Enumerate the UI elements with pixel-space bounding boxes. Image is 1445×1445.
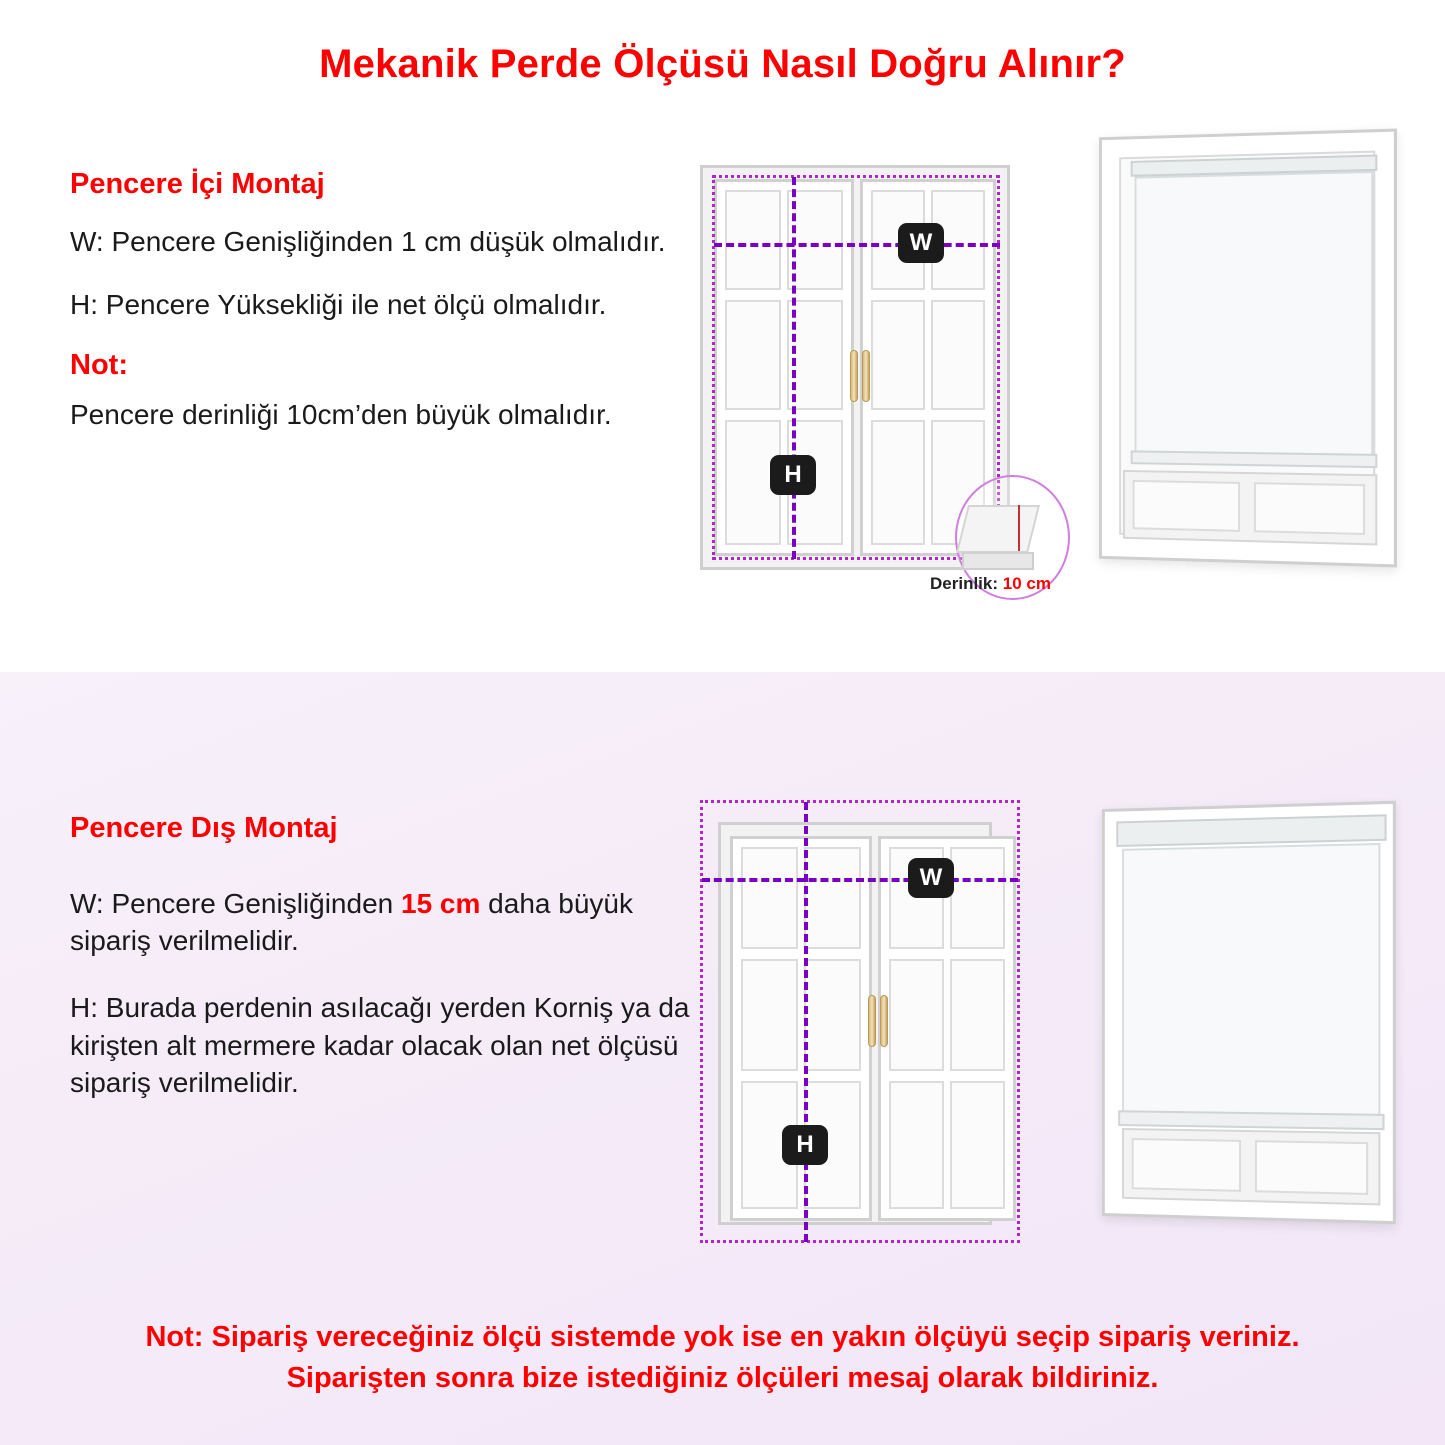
blind-fabric xyxy=(1122,843,1380,1116)
depth-label-text: Derinlik: xyxy=(930,574,999,593)
outside-width-rule-pre: W: Pencere Genişliğinden xyxy=(70,888,401,919)
window-left-sash xyxy=(714,179,854,556)
window-pane xyxy=(871,420,925,545)
page-title: Mekanik Perde Ölçüsü Nasıl Doğru Alınır? xyxy=(319,42,1126,86)
window-pane xyxy=(931,300,985,410)
window-handle xyxy=(850,350,858,402)
window-pane xyxy=(1132,1138,1241,1192)
badge-width: W xyxy=(898,223,944,263)
window-pane xyxy=(787,190,843,290)
window-pane xyxy=(1133,480,1240,532)
window-pane xyxy=(804,847,861,949)
blind-window-sill xyxy=(1123,470,1377,546)
outside-width-rule-value: 15 cm xyxy=(401,888,481,919)
inside-mount-note-text: Pencere derinliği 10cm’den büyük olmalıdır. xyxy=(70,399,612,431)
window-handle xyxy=(868,995,876,1047)
window-pane xyxy=(889,1081,944,1209)
blind-window-sill xyxy=(1122,1128,1380,1205)
depth-sill-top xyxy=(956,505,1040,553)
window-pane xyxy=(725,190,781,290)
inside-mount-note-heading: Not: xyxy=(70,349,128,382)
blind-outer-frame xyxy=(1102,801,1396,1224)
inside-mount-text-block xyxy=(70,168,670,460)
window-handle xyxy=(862,350,870,402)
inside-mount-width-rule: W: Pencere Genişliğinden 1 cm düşük olmalıdır. xyxy=(70,226,666,257)
depth-arrow xyxy=(1018,505,1020,551)
outside-mount-width-rule xyxy=(70,885,710,959)
window-handle xyxy=(880,995,888,1047)
outside-mount-text-block xyxy=(70,812,710,1131)
window-pane xyxy=(950,847,1005,949)
window-pane xyxy=(889,959,944,1071)
badge-height: H xyxy=(770,455,816,495)
window-pane xyxy=(741,847,798,949)
inside-mount-heading: Pencere İçi Montaj xyxy=(70,168,325,200)
depth-label xyxy=(930,574,1051,594)
window-pane xyxy=(871,300,925,410)
footer-note-line1: Not: Sipariş vereceğiniz ölçü sistemde yok ise en yakın ölçüyü seçip sipariş veriniz. xyxy=(145,1320,1300,1353)
window-pane xyxy=(741,959,798,1071)
window-pane xyxy=(804,959,861,1071)
blind-roller-tube xyxy=(1116,814,1386,847)
outside-mount-height-rule: H: Burada perdenin asılacağı yerden Korniş ya da kirişten alt mermere kadar olacak olan net ölçüsü sipariş verilmelidir. xyxy=(70,992,690,1098)
blind-fabric xyxy=(1135,171,1374,456)
outside-mount-heading: Pencere Dış Montaj xyxy=(70,812,338,844)
depth-value: 10 cm xyxy=(1002,574,1051,593)
badge-width: W xyxy=(908,858,954,898)
inside-mount-height-rule: H: Pencere Yüksekliği ile net ölçü olmalıdır. xyxy=(70,289,607,321)
window-pane xyxy=(725,300,781,410)
depth-sill xyxy=(962,552,1034,570)
window-pane xyxy=(1255,1140,1368,1195)
window-pane xyxy=(1254,482,1365,535)
outside-width-rule-post: daha büyük sipariş verilmelidir. xyxy=(70,888,633,957)
footer-note xyxy=(0,1317,1445,1399)
blind-outer-frame xyxy=(1099,129,1397,568)
window-pane xyxy=(787,300,843,410)
blind-bottom-bar xyxy=(1118,1110,1384,1130)
footer-note-line2: Siparişten sonra bize istediğiniz ölçüleri mesaj olarak bildiriniz. xyxy=(286,1361,1159,1394)
badge-height: H xyxy=(782,1125,828,1165)
window-pane xyxy=(950,1081,1005,1209)
outside-mount-window-illustration xyxy=(700,800,1010,1245)
window-pane xyxy=(950,959,1005,1071)
